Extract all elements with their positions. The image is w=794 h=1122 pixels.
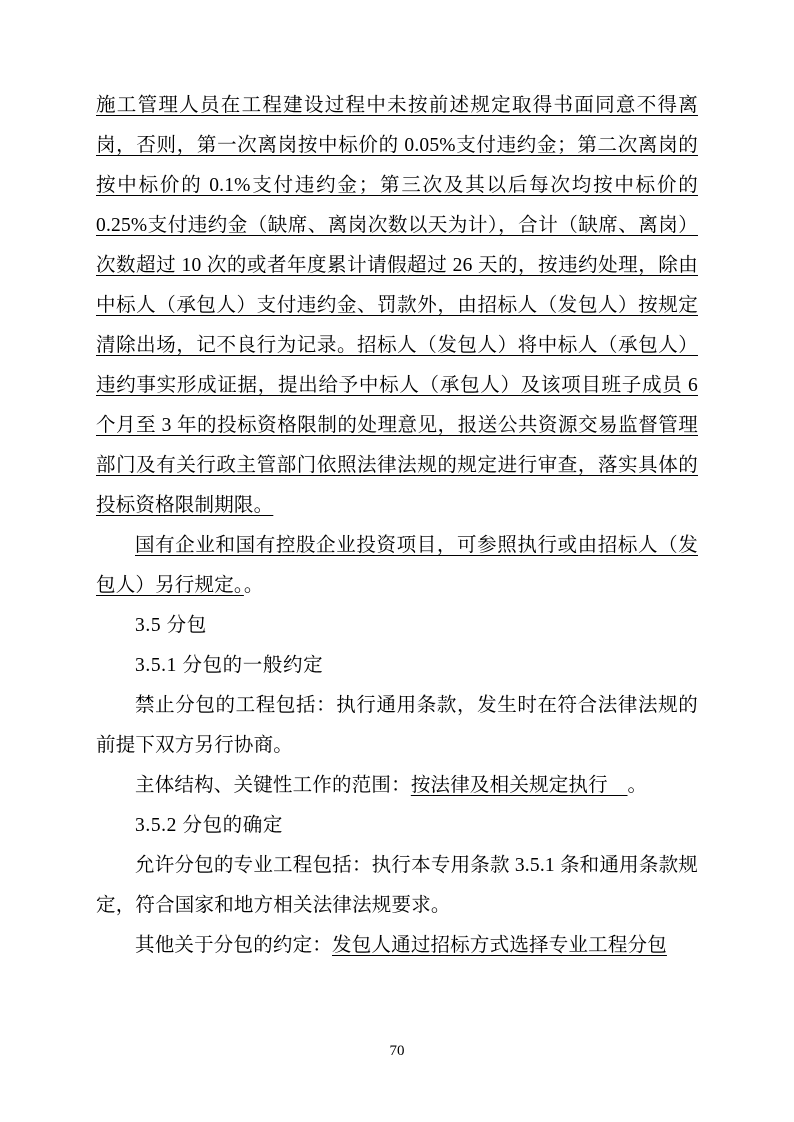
paragraph-allowed-subcontracting: 允许分包的专业工程包括：执行本专用条款 3.5.1 条和通用条款规定，符合国家和地方相关法律法规要求。 bbox=[96, 855, 698, 916]
paragraph-state-owned-enterprise-tail: 。 bbox=[243, 575, 264, 596]
paragraph-main-structure-scope-tail: 。 bbox=[627, 775, 648, 796]
paragraph-prohibited-subcontracting: 禁止分包的工程包括：执行通用条款，发生时在符合法律法规的前提下双方另行协商。 bbox=[96, 695, 698, 756]
heading-3-5-2: 3.5.2 分包的确定 bbox=[135, 815, 283, 836]
heading-3-5: 3.5 分包 bbox=[135, 615, 207, 636]
document-body bbox=[96, 86, 698, 966]
paragraph-state-owned-enterprise-underlined: 国有企业和国有控股企业投资项目，可参照执行或由招标人（发包人）另行规定。 bbox=[96, 535, 698, 596]
paragraph-penalty-clause: 施工管理人员在工程建设过程中未按前述规定取得书面同意不得离岗，否则，第一次离岗按中标价的 0.05%支付违约金；第二次离岗的按中标价的 0.1%支付违约金；第三次及其以后每次均按中标价的 0.25%支付违约金（缺席、离岗次数以天为计），合计（缺席、离岗）次数超过 10 次的或者年度累计请假超过 26 天的，按违约处理，除由中标人（承包人）支付违约金、罚款外，由招标人（发包人）按规定清除出场，记不良行为记录。招标人（发包人）将中标人（承包人）违约事实形成证据，提出给予中标人（承包人）及该项目班子成员 6 个月至 3 年的投标资格限制的处理意见，报送公共资源交易监督管理部门及有关行政主管部门依照法律法规的规定进行审查，落实具体的投标资格限制期限。 bbox=[96, 95, 698, 516]
page-number: 70 bbox=[389, 1043, 405, 1059]
paragraph-other-subcontracting-lead: 其他关于分包的约定： bbox=[135, 935, 333, 956]
paragraph-other-subcontracting-fill: 发包人通过招标方式选择专业工程分包 bbox=[332, 935, 667, 956]
heading-3-5-1: 3.5.1 分包的一般约定 bbox=[135, 655, 324, 676]
paragraph-state-owned-enterprise bbox=[96, 526, 698, 606]
paragraph-other-subcontracting bbox=[96, 926, 698, 966]
paragraph-main-structure-scope-fill: 按法律及相关规定执行 bbox=[410, 775, 628, 796]
paragraph-main-structure-scope-lead: 主体结构、关键性工作的范围： bbox=[135, 775, 411, 796]
paragraph-main-structure-scope bbox=[96, 766, 698, 806]
